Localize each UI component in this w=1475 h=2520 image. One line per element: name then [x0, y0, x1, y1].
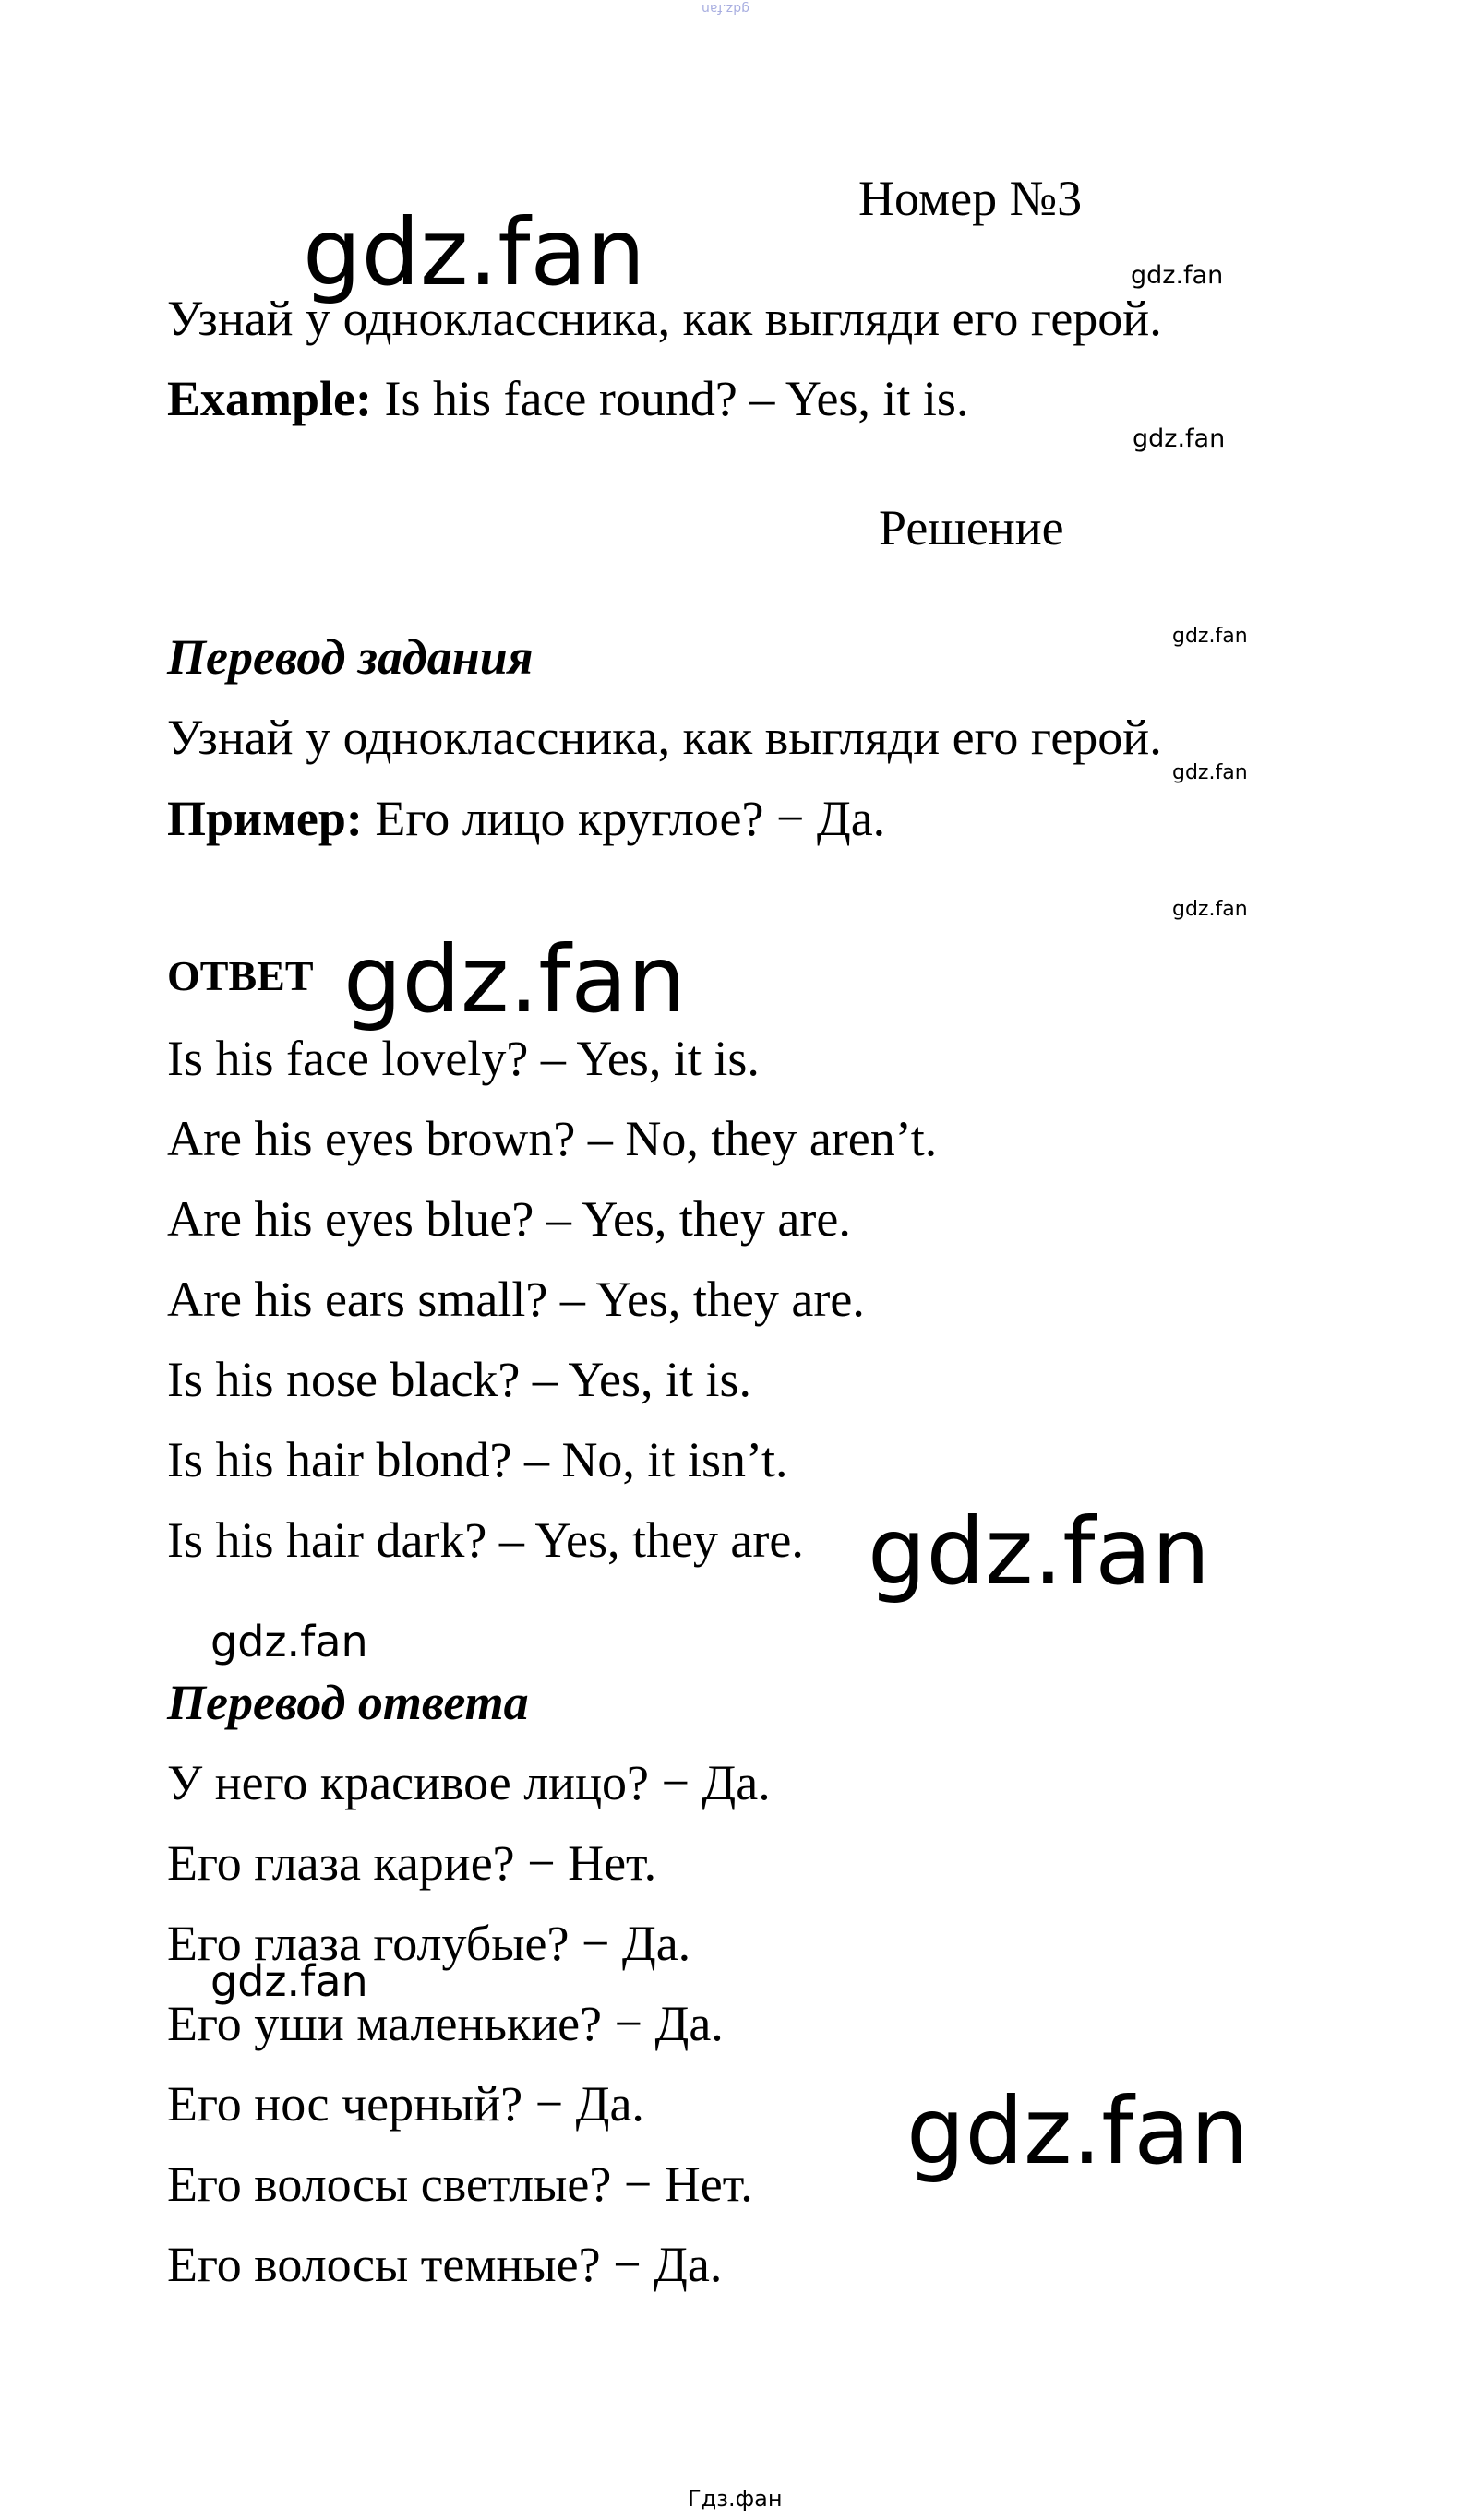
watermark: gdz.fan — [868, 1498, 1211, 1606]
answer-translation-line: Его волосы темные? − Да. — [167, 2237, 723, 2292]
answer-translation-line: Его нос черный? − Да. — [167, 2076, 644, 2132]
translation-example — [167, 791, 886, 846]
example-text: Is his face round? – Yes, it is. — [372, 371, 969, 426]
answer-line: Is his nose black? – Yes, it is. — [167, 1352, 751, 1407]
answer-line: Is his face lovely? – Yes, it is. — [167, 1031, 760, 1086]
translation-heading: Перевод задания — [167, 629, 534, 685]
watermark: gdz.fan — [1172, 625, 1248, 648]
watermark: gdz.fan — [303, 198, 646, 306]
footer-watermark: Гдз.фан — [688, 2486, 783, 2512]
answer-line: Is his hair dark? – Yes, they are. — [167, 1512, 804, 1568]
watermark: gdz.fan — [343, 926, 687, 1033]
translation-text: Узнай у одноклассника, как выгляди его герой. — [167, 710, 1162, 765]
answer-translation-line: Его глаза голубые? − Да. — [167, 1916, 691, 1971]
answer-heading: ОТВЕТ — [167, 952, 314, 999]
answer-translation-line: У него красивое лицо? − Да. — [167, 1755, 771, 1810]
task-example — [167, 371, 969, 426]
solution-heading: Решение — [879, 500, 1064, 555]
answer-translation-line: Его глаза карие? − Нет. — [167, 1835, 657, 1891]
watermark: gdz.fan — [702, 1, 749, 16]
answer-translation-line: Его уши маленькие? − Да. — [167, 1996, 724, 2051]
answer-line: Are his eyes blue? – Yes, they are. — [167, 1191, 851, 1247]
answer-line: Is his hair blond? – No, it isn’t. — [167, 1432, 788, 1487]
example-label: Example: — [167, 371, 372, 426]
watermark: gdz.fan — [210, 1617, 368, 1666]
watermark: gdz.fan — [1172, 761, 1248, 784]
watermark: gdz.fan — [906, 2077, 1250, 2185]
answer-translation-line: Его волосы светлые? − Нет. — [167, 2156, 753, 2212]
watermark: gdz.fan — [1133, 424, 1226, 453]
example-label: Пример: — [167, 791, 363, 846]
example-text: Его лицо круглое? − Да. — [362, 791, 886, 846]
watermark: gdz.fan — [1131, 261, 1224, 290]
answer-translation-heading: Перевод ответа — [167, 1675, 529, 1730]
page-title: Номер №3 — [858, 171, 1083, 226]
watermark: gdz.fan — [210, 1956, 368, 2006]
task-text: Узнай у одноклассника, как выгляди его герой. — [167, 291, 1162, 346]
answer-line: Are his ears small? – Yes, they are. — [167, 1272, 865, 1327]
answer-line: Are his eyes brown? – No, they aren’t. — [167, 1111, 938, 1166]
watermark: gdz.fan — [1172, 898, 1248, 921]
